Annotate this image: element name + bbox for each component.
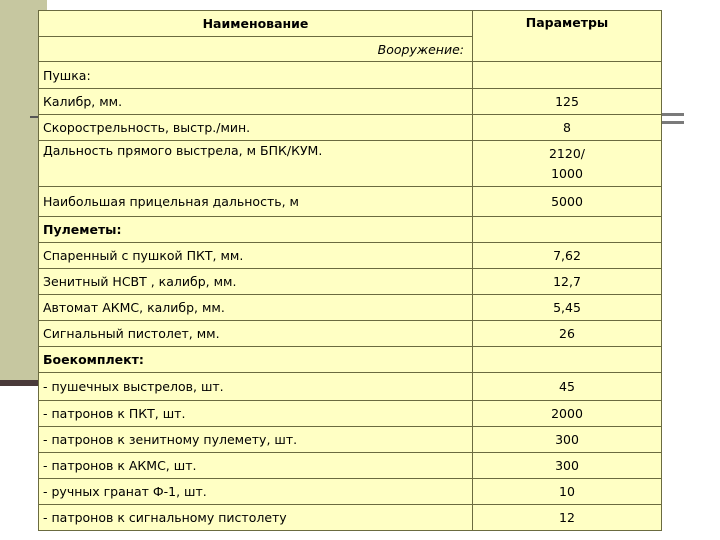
group-label-gun: Пушка: <box>39 62 473 89</box>
row-label: Автомат АКМС, калибр, мм. <box>39 295 473 321</box>
group-label-mg: Пулеметы: <box>39 217 473 243</box>
table-row <box>39 141 662 187</box>
table-row <box>39 321 662 347</box>
table-header-row <box>39 11 662 37</box>
table-row <box>39 89 662 115</box>
section-label: Вооружение: <box>39 37 473 62</box>
row-label: - патронов к АКМС, шт. <box>39 453 473 479</box>
table-row <box>39 243 662 269</box>
table-row <box>39 427 662 453</box>
table-row <box>39 295 662 321</box>
row-value: 125 <box>473 89 662 115</box>
row-label: - патронов к сигнальному пистолету <box>39 505 473 531</box>
table-row <box>39 479 662 505</box>
row-value: 5,45 <box>473 295 662 321</box>
row-label: Спаренный с пушкой ПКТ, мм. <box>39 243 473 269</box>
table-row <box>39 453 662 479</box>
right-accent-line-bottom <box>660 121 684 124</box>
row-label: Калибр, мм. <box>39 89 473 115</box>
row-label: - ручных гранат Ф-1, шт. <box>39 479 473 505</box>
table-row <box>39 269 662 295</box>
row-value: 26 <box>473 321 662 347</box>
specs-table <box>38 10 662 531</box>
group-row-mg <box>39 217 662 243</box>
row-value: 300 <box>473 453 662 479</box>
row-value: 45 <box>473 373 662 401</box>
row-label: Наибольшая прицельная дальность, м <box>39 187 473 217</box>
row-value <box>473 141 662 187</box>
row-value: 12,7 <box>473 269 662 295</box>
row-value-line1: 2120/ <box>548 145 586 161</box>
row-label: Скорострельность, выстр./мин. <box>39 115 473 141</box>
row-label: Сигнальный пистолет, мм. <box>39 321 473 347</box>
group-row-gun <box>39 62 662 89</box>
table-row <box>39 187 662 217</box>
header-name: Наименование <box>39 11 473 37</box>
row-value: 5000 <box>473 187 662 217</box>
row-value-line2: 1000 <box>551 165 583 181</box>
group-label-ammo: Боекомплект: <box>39 347 473 373</box>
row-value: 2000 <box>473 401 662 427</box>
row-label: - патронов к ПКТ, шт. <box>39 401 473 427</box>
table-row <box>39 373 662 401</box>
right-accent-line-top <box>660 113 684 116</box>
row-label: Зенитный НСВТ , калибр, мм. <box>39 269 473 295</box>
row-value: 12 <box>473 505 662 531</box>
table-row <box>39 115 662 141</box>
row-label: - патронов к зенитному пулемету, шт. <box>39 427 473 453</box>
table-row <box>39 505 662 531</box>
row-label: - пушечных выстрелов, шт. <box>39 373 473 401</box>
table-row <box>39 401 662 427</box>
row-label: Дальность прямого выстрела, м БПК/КУМ. <box>39 141 473 187</box>
header-params: Параметры <box>473 11 662 62</box>
row-value: 300 <box>473 427 662 453</box>
row-value: 10 <box>473 479 662 505</box>
group-row-ammo <box>39 347 662 373</box>
row-value: 7,62 <box>473 243 662 269</box>
row-value: 8 <box>473 115 662 141</box>
